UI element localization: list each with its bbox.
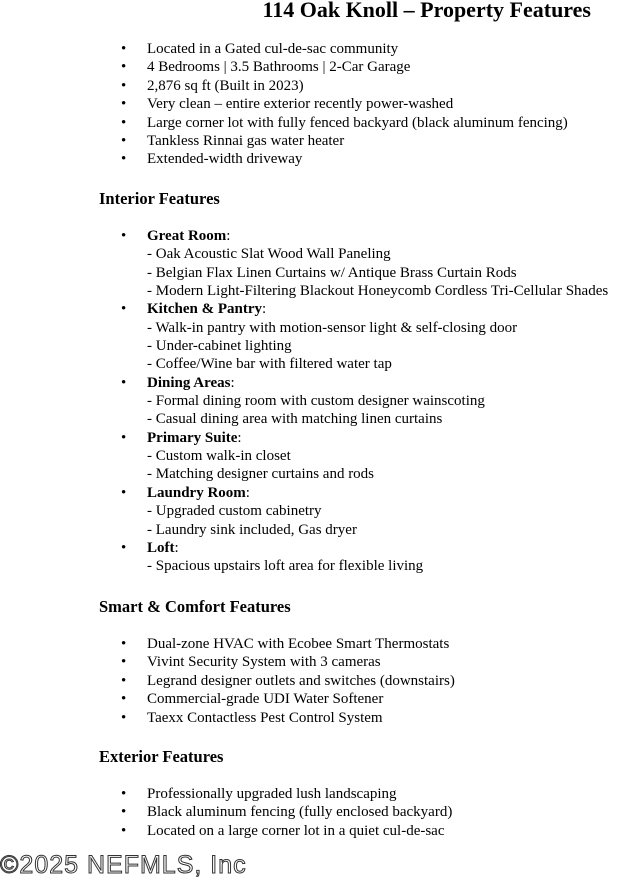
group-title: Loft <box>147 539 175 556</box>
group-line: - Coffee/Wine bar with filtered water tap <box>147 356 392 373</box>
list-item: • Taexx Contactless Pest Control System <box>0 709 640 727</box>
interior-group-laundry-room: • Laundry Room: - Upgraded custom cabinetry - Laundry sink included, Gas dryer <box>0 484 640 539</box>
group-line: - Formal dining room with custom designer wainscoting <box>147 393 485 410</box>
group-line: - Laundry sink included, Gas dryer <box>147 521 357 538</box>
group-line: - Oak Acoustic Slat Wood Wall Paneling <box>147 246 391 263</box>
group-title: Great Room <box>147 228 227 244</box>
interior-group-loft: • Loft: - Spacious upstairs loft area for flexible living <box>0 539 640 576</box>
list-item: • Tankless Rinnai gas water heater <box>0 132 640 150</box>
group-line: - Modern Light-Filtering Blackout Honeycomb Cordless Tri-Cellular Shades <box>147 283 609 300</box>
list-item: • 4 Bedrooms | 3.5 Bathrooms | 2-Car Garage <box>0 58 640 76</box>
copyright-watermark: ©2025 NEFMLS, Inc <box>0 851 247 879</box>
interior-group-primary-suite: • Primary Suite: - Custom walk-in closet - Matching designer curtains and rods <box>0 429 640 484</box>
group-title: Kitchen & Pantry <box>147 301 262 318</box>
list-item: • Professionally upgraded lush landscaping <box>0 785 640 803</box>
interior-group-dining-areas: • Dining Areas: - Formal dining room with custom designer wainscoting - Casual dining area with matching linen curtains <box>0 374 640 429</box>
group-line: - Belgian Flax Linen Curtains w/ Antique Brass Curtain Rods <box>147 264 517 281</box>
group-line: - Spacious upstairs loft area for flexible living <box>147 558 424 575</box>
group-title: Laundry Room <box>147 484 246 501</box>
exterior-features-list <box>0 785 640 840</box>
list-item: • Dual-zone HVAC with Ecobee Smart Thermostats <box>0 635 640 653</box>
interior-features-list <box>0 227 640 576</box>
list-item: • Large corner lot with fully fenced backyard (black aluminum fencing) <box>0 114 640 132</box>
group-title: Primary Suite <box>147 429 238 446</box>
highlights-list <box>0 40 640 169</box>
group-line: - Custom walk-in closet <box>147 448 291 465</box>
list-item: • Black aluminum fencing (fully enclosed backyard) <box>0 803 640 821</box>
list-item: • Commercial-grade UDI Water Softener <box>0 690 640 708</box>
list-item: • Legrand designer outlets and switches (downstairs) <box>0 672 640 690</box>
list-item: • Located on a large corner lot in a quiet cul-de-sac <box>0 822 640 840</box>
list-item: • 2,876 sq ft (Built in 2023) <box>0 77 640 95</box>
group-line: - Casual dining area with matching linen curtains <box>147 411 443 428</box>
exterior-features-heading: Exterior Features <box>99 747 224 766</box>
group-title: Dining Areas <box>147 374 231 391</box>
interior-group-great-room: • Great Room: - Oak Acoustic Slat Wood Wall Paneling - Belgian Flax Linen Curtains w/ Antique Brass Curtain Rods - Modern Light-Filtering Blackout Honeycomb Cordless Tri-Cellular Shades <box>0 227 640 300</box>
interior-features-heading: Interior Features <box>99 189 220 208</box>
group-line: - Matching designer curtains and rods <box>147 466 375 483</box>
list-item: • Very clean – entire exterior recently power-washed <box>0 95 640 113</box>
smart-features-list <box>0 635 640 727</box>
smart-features-heading: Smart & Comfort Features <box>99 597 291 616</box>
group-line: - Under-cabinet lighting <box>147 338 292 355</box>
page-title: 114 Oak Knoll – Property Features <box>262 0 591 22</box>
group-line: - Upgraded custom cabinetry <box>147 503 322 520</box>
list-item: • Extended-width driveway <box>0 150 640 168</box>
list-item: • Vivint Security System with 3 cameras <box>0 653 640 671</box>
group-line: - Walk-in pantry with motion-sensor light & self-closing door <box>147 319 518 336</box>
interior-group-kitchen-pantry: • Kitchen & Pantry: - Walk-in pantry with motion-sensor light & self-closing door - Under-cabinet lighting - Coffee/Wine bar with filtered water tap <box>0 300 640 373</box>
list-item: • Located in a Gated cul-de-sac community <box>0 40 640 58</box>
